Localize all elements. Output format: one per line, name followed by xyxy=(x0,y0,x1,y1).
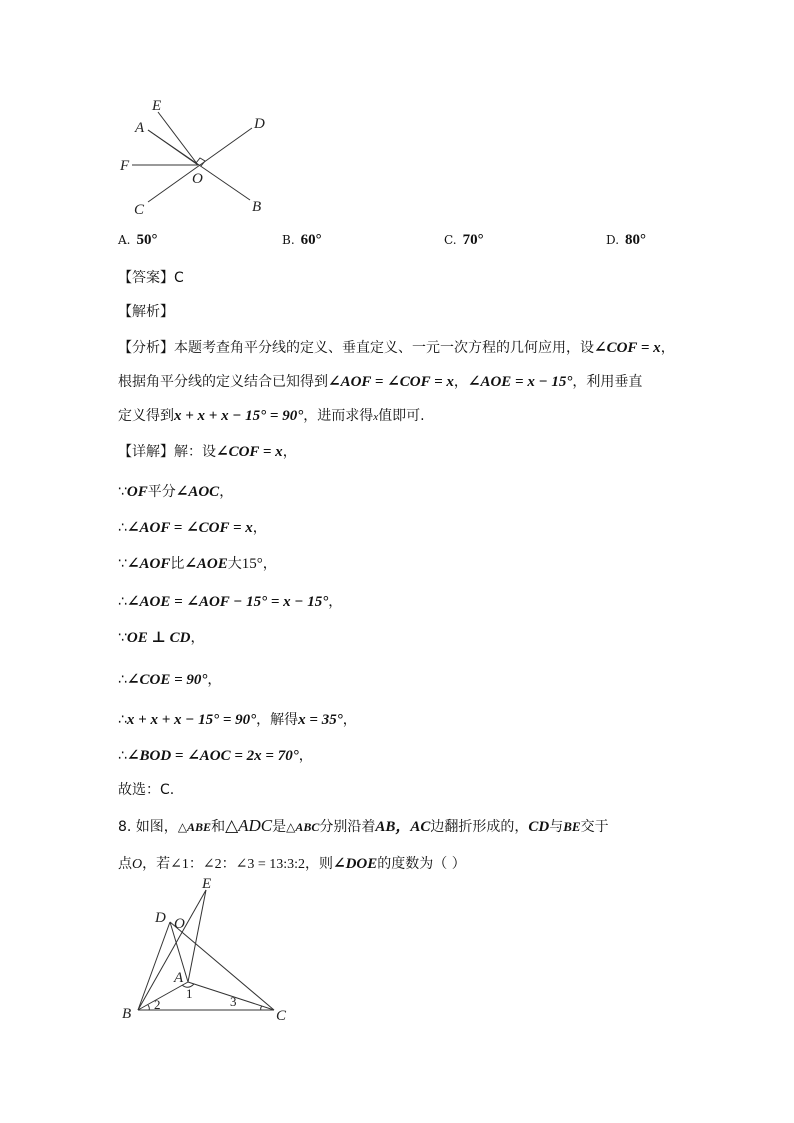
analysis-line-2: 根据角平分线的定义结合已知得到∠AOF = ∠COF = x，∠AOE = x − 15°，利用垂直 xyxy=(118,374,643,390)
label-d: D xyxy=(155,910,166,926)
label-angle-1: 1 xyxy=(186,986,193,1001)
answer-line: 【答案】C xyxy=(118,270,184,286)
ray-oe xyxy=(158,112,198,165)
q8-line-1: 8. 如图，△ABE和△ADC是△ABC分别沿着AB，AC边翻折形成的，CD与BE交于 xyxy=(118,816,609,835)
label-a: A xyxy=(174,970,184,986)
q8-line-2: 点O，若∠1：∠2：∠3 = 13:3:2，则∠DOE的度数为（ ） xyxy=(118,856,466,872)
label-c: C xyxy=(134,202,145,218)
answer-options xyxy=(118,232,678,256)
label-b: B xyxy=(252,199,262,215)
figure-angle-diagram xyxy=(110,90,280,220)
angle-mark-3 xyxy=(261,1006,262,1010)
detail-line-2: ∵OF平分∠AOC， xyxy=(118,484,234,500)
detail-line-9: ∴∠BOD = ∠AOC = 2x = 70°， xyxy=(118,748,313,764)
label-e: E xyxy=(202,876,212,892)
label-angle-2: 2 xyxy=(154,997,161,1012)
option-c[interactable]: C. 70° xyxy=(444,232,484,248)
analysis-line-3: 定义得到x + x + x − 15° = 90°，进而求得x值即可. xyxy=(118,408,425,424)
angle-mark-2 xyxy=(148,1005,149,1010)
detail-line-8: ∴x + x + x − 15° = 90°，解得x = 35°， xyxy=(118,712,357,728)
label-o: O xyxy=(192,171,203,187)
label-d: D xyxy=(254,116,265,132)
option-d[interactable]: D. 80° xyxy=(606,232,647,248)
label-angle-3: 3 xyxy=(230,994,237,1009)
detail-line-7: ∴∠COE = 90°， xyxy=(118,672,222,688)
option-b[interactable]: B. 60° xyxy=(282,232,322,248)
detail-line-5: ∴∠AOE = ∠AOF − 15° = x − 15°， xyxy=(118,594,343,610)
analysis-line-1: 【分析】本题考查角平分线的定义、垂直定义、一元一次方程的几何应用，设∠COF = x， xyxy=(118,340,675,356)
label-e: E xyxy=(152,98,162,114)
label-a: A xyxy=(135,120,145,136)
label-f: F xyxy=(120,158,130,174)
option-a[interactable]: A. 50° xyxy=(118,232,158,248)
analysis-heading: 【解析】 xyxy=(118,304,174,320)
label-o: O xyxy=(174,916,185,932)
detail-conclusion: 故选：C. xyxy=(118,782,175,798)
detail-line-3: ∴∠AOF = ∠COF = x， xyxy=(118,520,267,536)
segment-ae xyxy=(188,890,206,982)
detail-line-4: ∵∠AOF比∠AOE大15°， xyxy=(118,556,277,572)
detail-line-1: 【详解】解：设∠COF = x， xyxy=(118,444,297,460)
label-b: B xyxy=(122,1006,132,1022)
figure-folded-triangle xyxy=(112,872,302,1032)
label-c: C xyxy=(276,1008,287,1024)
segment-be xyxy=(138,890,206,1010)
detail-line-6: ∵OE ⊥ CD， xyxy=(118,630,205,646)
